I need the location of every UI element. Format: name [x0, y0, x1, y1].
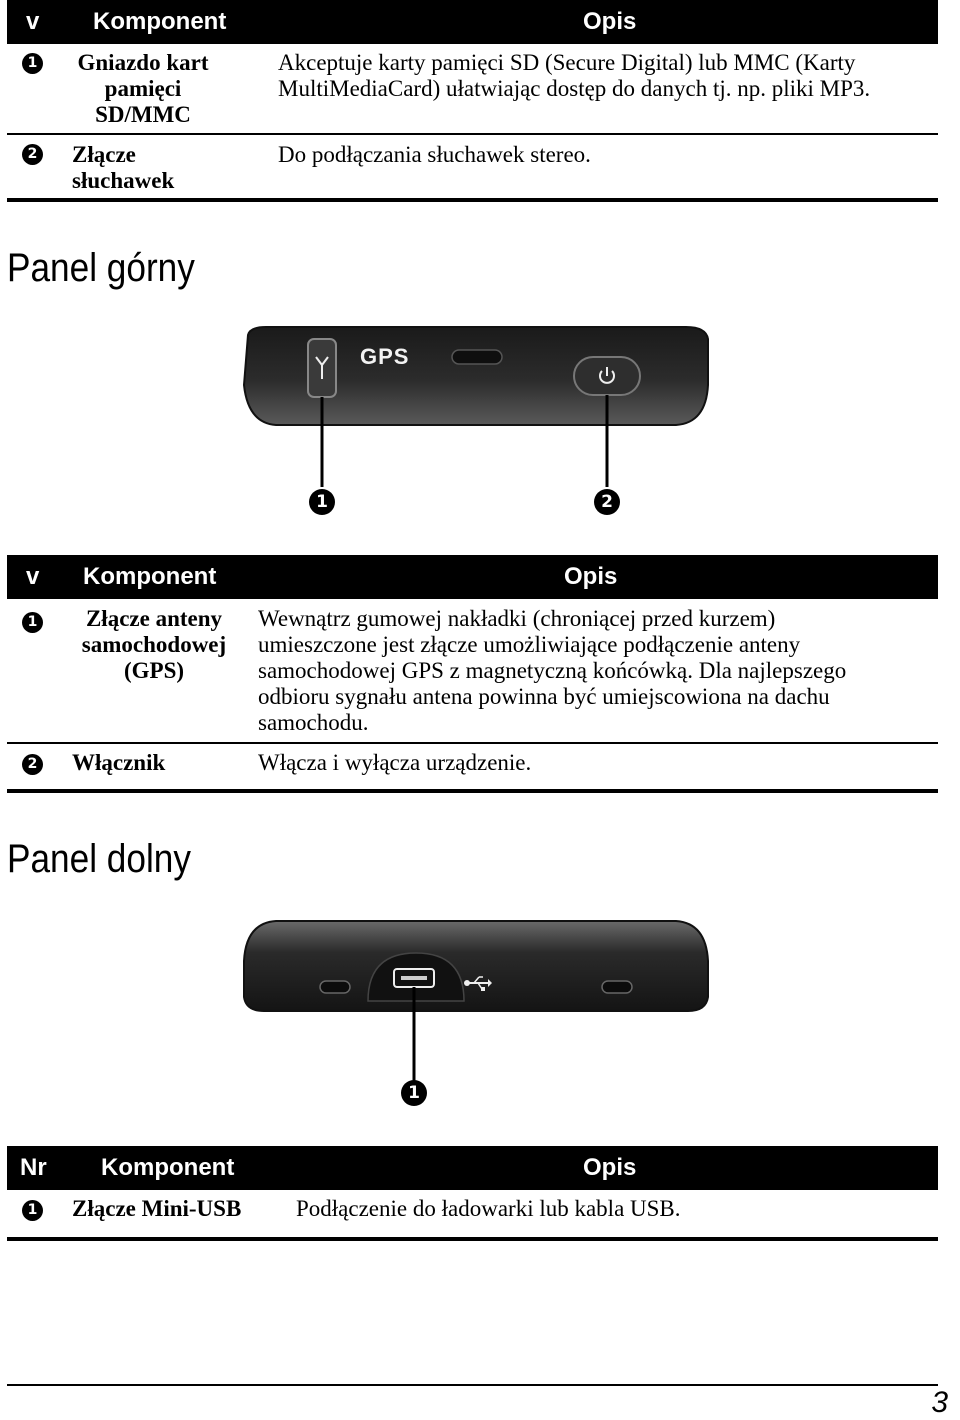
table2-row2-description: Włącza i wyłącza urządzenie.: [258, 750, 532, 775]
table1-row2-description: Do podłączania słuchawek stereo.: [278, 142, 591, 167]
device-body: [244, 921, 708, 1011]
footer-rule: [7, 1384, 938, 1386]
left-vent: [320, 981, 350, 993]
section-title-bottom-panel: Panel dolny: [7, 837, 191, 881]
table3-row1-number: 1: [22, 1200, 43, 1221]
table2-header: [7, 555, 938, 599]
table1-header-component: Komponent: [93, 8, 227, 35]
table1-row1-number: 1: [22, 53, 43, 74]
callout-top-2: 2: [594, 489, 620, 515]
table2-row2-component: Włącznik: [72, 750, 166, 775]
bottom-panel-illustration: [236, 915, 716, 1085]
table3-header-description: Opis: [583, 1154, 637, 1181]
table3-bottom-rule: [7, 1237, 938, 1241]
table2-row1-number: 1: [22, 612, 43, 633]
mini-usb-pins: [401, 976, 427, 980]
section-title-top-panel: Panel górny: [7, 246, 195, 290]
table3-header-nr: Nr: [20, 1154, 47, 1181]
table3-row1-description: Podłączenie do ładowarki lub kabla USB.: [296, 1196, 681, 1221]
table1-row2-number: 2: [22, 144, 43, 165]
device-label: GPS: [360, 344, 410, 369]
top-slot: [452, 350, 502, 364]
table1-row1-description: Akceptuje karty pamięci SD (Secure Digital) lub MMC (Karty MultiMediaCard) ułatwiając dostęp do danych tj. np. pliki MP3.: [278, 50, 871, 101]
top-panel-illustration: [236, 325, 716, 535]
table1-header-description: Opis: [583, 8, 637, 35]
table2-header-nr: v: [26, 563, 40, 590]
table3-header: [7, 1146, 938, 1190]
table2-row-divider: [7, 742, 938, 744]
table2-header-component: Komponent: [83, 563, 217, 590]
right-vent: [602, 981, 632, 993]
table3-row1-component: Złącze Mini-USB: [72, 1196, 242, 1221]
table3-header-component: Komponent: [101, 1154, 235, 1181]
table1-bottom-rule: [7, 198, 938, 202]
table1-row1-component: Gniazdo kart pamięci SD/MMC: [77, 50, 209, 127]
callout-top-1: 1: [309, 489, 335, 515]
table2-header-description: Opis: [564, 563, 618, 590]
table2-row1-description: Wewnątrz gumowej nakładki (chroniącej przed kurzem) umieszczone jest złącze umożliwiające podłączenie anteny samochodowej GPS z magnetyczną końcówką. Dla najlepszego odbioru sygnału antena powinna być umiejscowiona na dachu samochodu.: [258, 606, 847, 735]
page-number: 3: [931, 1386, 948, 1419]
table1-header: [7, 0, 938, 44]
table2-bottom-rule: [7, 789, 938, 793]
table1-row-divider: [7, 133, 938, 135]
table2-row2-number: 2: [22, 754, 43, 775]
table2-row1-component: Złącze anteny samochodowej (GPS): [81, 606, 227, 683]
table1-header-nr: v: [26, 8, 40, 35]
table1-row2-component: Złącze słuchawek: [72, 142, 175, 193]
callout-bottom-1: 1: [401, 1080, 427, 1106]
